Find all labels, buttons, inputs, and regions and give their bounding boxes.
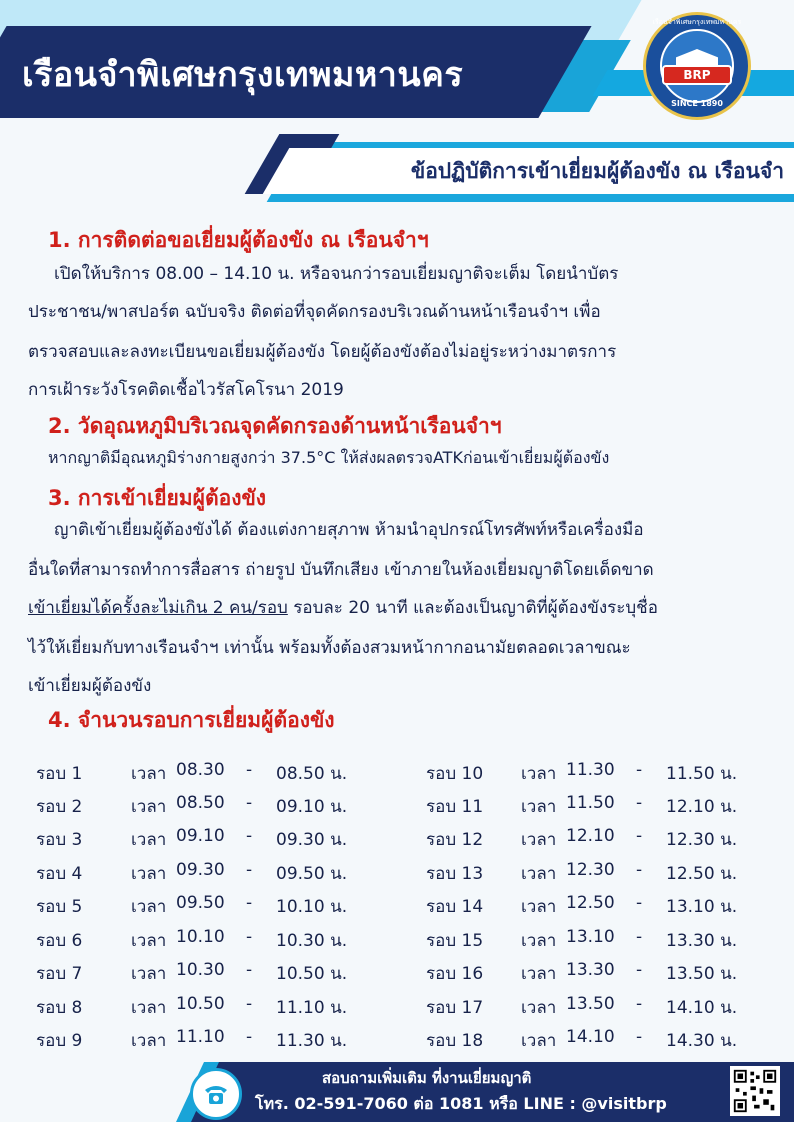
start-time: 13.10: [566, 927, 615, 947]
time-label: เวลา: [521, 964, 557, 984]
start-time: 08.30: [176, 760, 225, 780]
round-label: รอบ 17: [426, 998, 484, 1018]
dash: -: [636, 893, 643, 913]
end-time: 09.30 น.: [276, 830, 348, 850]
section-1-line: ประชาชน/พาสปอร์ต ฉบับจริง ติดต่อที่จุดคัดกรองบริเวณด้านหน้าเรือนจำฯ เพื่อ: [28, 302, 601, 322]
footer-contact: [0, 1062, 794, 1122]
time-label: เวลา: [131, 764, 167, 784]
dash: -: [246, 826, 253, 846]
round-label: รอบ 3: [36, 830, 83, 850]
time-label: เวลา: [131, 1031, 167, 1051]
start-time: 10.10: [176, 927, 225, 947]
section-1-line: ตรวจสอบและลงทะเบียนขอเยี่ยมผู้ต้องขัง โดยผู้ต้องขังต้องไม่อยู่ระหว่างมาตรการ: [28, 342, 617, 362]
start-time: 14.10: [566, 1027, 615, 1047]
logo-arc-text: เรือนจำพิเศษกรุงเทพมหานคร: [652, 18, 742, 26]
round-label: รอบ 6: [36, 931, 83, 951]
dash: -: [246, 893, 253, 913]
time-label: เวลา: [521, 830, 557, 850]
section-4-title: 4. จำนวนรอบการเยี่ยมผู้ต้องขัง: [48, 708, 335, 732]
round-label: รอบ 13: [426, 864, 484, 884]
end-time: 13.10 น.: [666, 897, 738, 917]
dash: -: [246, 1027, 253, 1047]
round-label: รอบ 15: [426, 931, 484, 951]
dash: -: [246, 960, 253, 980]
round-label: รอบ 1: [36, 764, 83, 784]
end-time: 10.50 น.: [276, 964, 348, 984]
section-3-line: อื่นใดที่สามารถทำการสื่อสาร ถ่ายรูป บันทึกเสียง เข้าภายในห้องเยี่ยมญาติโดยเด็ดขาด: [28, 560, 654, 580]
start-time: 09.30: [176, 860, 225, 880]
start-time: 09.50: [176, 893, 225, 913]
end-time: 08.50 น.: [276, 764, 348, 784]
logo-ribbon: BRP: [662, 65, 732, 85]
end-time: 12.50 น.: [666, 864, 738, 884]
section-3-line: เข้าเยี่ยมผู้ต้องขัง: [28, 676, 152, 696]
start-time: 08.50: [176, 793, 225, 813]
round-label: รอบ 14: [426, 897, 484, 917]
dash: -: [246, 860, 253, 880]
phone-badge: [190, 1068, 242, 1120]
round-label: รอบ 9: [36, 1031, 83, 1051]
section-1-title: 1. การติดต่อขอเยี่ยมผู้ต้องขัง ณ เรือนจำฯ: [48, 228, 429, 252]
dash: -: [636, 927, 643, 947]
visit-duration-text: รอบละ 20 นาที และต้องเป็นญาติที่ผู้ต้องขังระบุชื่อ: [287, 598, 658, 618]
time-label: เวลา: [131, 964, 167, 984]
round-label: รอบ 10: [426, 764, 484, 784]
round-label: รอบ 12: [426, 830, 484, 850]
start-time: 12.30: [566, 860, 615, 880]
section-1-line: เปิดให้บริการ 08.00 – 14.10 น. หรือจนกว่ารอบเยี่ยมญาติจะเต็ม โดยนำบัตร: [54, 264, 619, 284]
round-label: รอบ 8: [36, 998, 83, 1018]
end-time: 14.30 น.: [666, 1031, 738, 1051]
page-subtitle: ข้อปฏิบัติการเข้าเยี่ยมผู้ต้องขัง ณ เรือนจำ: [410, 159, 784, 183]
dash: -: [246, 793, 253, 813]
section-2-title: 2. วัดอุณหภูมิบริเวณจุดคัดกรองด้านหน้าเรือนจำฯ: [48, 414, 502, 438]
dash: -: [636, 960, 643, 980]
end-time: 09.10 น.: [276, 797, 348, 817]
time-label: เวลา: [521, 1031, 557, 1051]
round-label: รอบ 16: [426, 964, 484, 984]
time-label: เวลา: [521, 998, 557, 1018]
start-time: 09.10: [176, 826, 225, 846]
end-time: 11.10 น.: [276, 998, 348, 1018]
time-label: เวลา: [131, 830, 167, 850]
time-label: เวลา: [131, 897, 167, 917]
round-label: รอบ 7: [36, 964, 83, 984]
end-time: 11.30 น.: [276, 1031, 348, 1051]
end-time: 12.10 น.: [666, 797, 738, 817]
dash: -: [636, 860, 643, 880]
visitor-limit-text: เข้าเยี่ยมได้ครั้งละไม่เกิน 2 คน/รอบ: [28, 598, 288, 618]
footer-phone-line: โทร. 02-591-7060 ต่อ 1081 หรือ LINE : @visitbrp: [255, 1094, 667, 1113]
dash: -: [246, 927, 253, 947]
time-label: เวลา: [521, 897, 557, 917]
prison-logo: [643, 12, 751, 120]
end-time: 13.30 น.: [666, 931, 738, 951]
start-time: 13.50: [566, 994, 615, 1014]
start-time: 12.50: [566, 893, 615, 913]
time-label: เวลา: [521, 764, 557, 784]
time-label: เวลา: [521, 864, 557, 884]
dash: -: [246, 994, 253, 1014]
dash: -: [636, 826, 643, 846]
time-label: เวลา: [131, 797, 167, 817]
dash: -: [636, 994, 643, 1014]
dash: -: [636, 1027, 643, 1047]
start-time: 10.50: [176, 994, 225, 1014]
start-time: 11.50: [566, 793, 615, 813]
telephone-icon: [202, 1081, 230, 1107]
section-3-line-mixed: [28, 594, 658, 621]
end-time: 09.50 น.: [276, 864, 348, 884]
round-label: รอบ 4: [36, 864, 83, 884]
round-label: รอบ 2: [36, 797, 83, 817]
time-label: เวลา: [131, 998, 167, 1018]
round-label: รอบ 11: [426, 797, 484, 817]
start-time: 13.30: [566, 960, 615, 980]
section-2-line: หากญาติมีอุณหภูมิร่างกายสูงกว่า 37.5°C ให้ส่งผลตรวจATKก่อนเข้าเยี่ยมผู้ต้องขัง: [48, 448, 610, 467]
page-title: เรือนจำพิเศษกรุงเทพมหานคร: [22, 55, 464, 95]
dash: -: [636, 793, 643, 813]
start-time: 10.30: [176, 960, 225, 980]
time-label: เวลา: [521, 797, 557, 817]
time-label: เวลา: [521, 931, 557, 951]
end-time: 12.30 น.: [666, 830, 738, 850]
round-label: รอบ 5: [36, 897, 83, 917]
dash: -: [246, 760, 253, 780]
start-time: 11.10: [176, 1027, 225, 1047]
round-label: รอบ 18: [426, 1031, 484, 1051]
footer-inquiry: สอบถามเพิ่มเติม ที่งานเยี่ยมญาติ: [322, 1069, 532, 1087]
section-3-line: ญาติเข้าเยี่ยมผู้ต้องขังได้ ต้องแต่งกายสุภาพ ห้ามนำอุปกรณ์โทรศัพท์หรือเครื่องมือ: [54, 520, 644, 540]
dash: -: [636, 760, 643, 780]
time-label: เวลา: [131, 931, 167, 951]
end-time: 10.30 น.: [276, 931, 348, 951]
section-1-line: การเฝ้าระวังโรคติดเชื้อไวรัสโคโรนา 2019: [28, 380, 344, 400]
qr-code-icon[interactable]: [730, 1066, 780, 1116]
end-time: 10.10 น.: [276, 897, 348, 917]
section-3-line: ไว้ให้เยี่ยมกับทางเรือนจำฯ เท่านั้น พร้อมทั้งต้องสวมหน้ากากอนามัยตลอดเวลาขณะ: [28, 638, 631, 658]
end-time: 14.10 น.: [666, 998, 738, 1018]
logo-since: SINCE 1890: [671, 99, 723, 108]
end-time: 11.50 น.: [666, 764, 738, 784]
start-time: 12.10: [566, 826, 615, 846]
section-3-title: 3. การเข้าเยี่ยมผู้ต้องขัง: [48, 486, 267, 510]
end-time: 13.50 น.: [666, 964, 738, 984]
start-time: 11.30: [566, 760, 615, 780]
time-label: เวลา: [131, 864, 167, 884]
